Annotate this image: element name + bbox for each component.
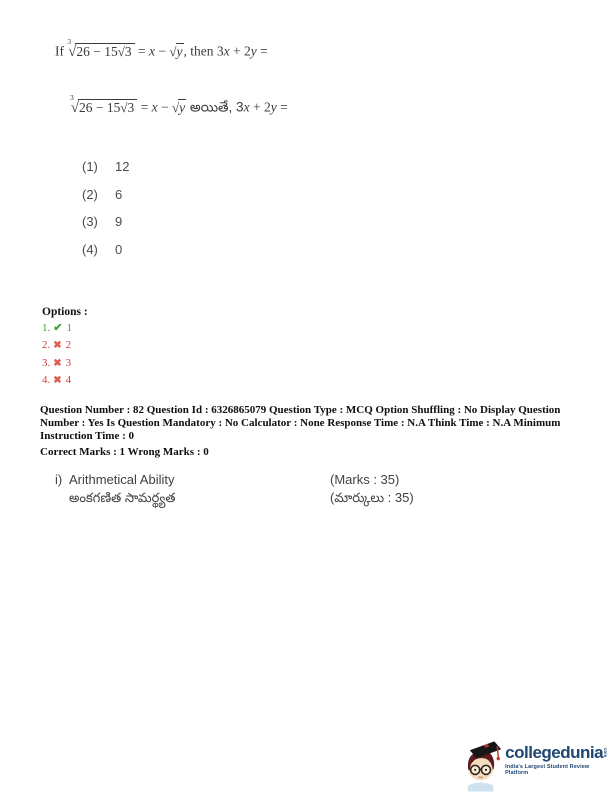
options-list: [82, 153, 129, 263]
section-title-english: Arithmetical Ability: [69, 472, 175, 487]
variable-x: x: [243, 99, 250, 115]
section-title-telugu: అంకగణిత సామర్థ్యత: [69, 489, 176, 505]
brand-suffix: com: [603, 748, 609, 758]
root-index: 3: [67, 37, 72, 46]
answer-key-number: 3.: [42, 356, 51, 369]
answer-key-option: 1: [66, 322, 72, 334]
section-marks-telugu: (మార్కులు : 35): [330, 489, 414, 505]
wrong-mark-icon: ✖: [53, 357, 62, 369]
radical-sign-icon: √: [120, 99, 128, 115]
sqrt-y-radical: [172, 100, 186, 115]
brand-tagline: India's Largest Student Review Platform: [505, 764, 590, 776]
variable-x: x: [151, 99, 158, 115]
section-index: i): [55, 472, 63, 487]
question-text-english: [55, 37, 268, 61]
question-prefix: If: [55, 43, 68, 59]
answer-key: [42, 305, 88, 389]
radical-sign-icon: √: [70, 100, 79, 116]
option-number: (1): [82, 159, 98, 174]
option-number: (4): [82, 241, 98, 257]
question-metadata-text: Question Number : 82 Question Id : 6326865079 Question Type : MCQ Option Shuffling : No Display Question Number : Yes Is Question Mandatory : No Calculator : None Response Time : N.A Think Time : N.A Minimum Instruction Time : 0: [40, 404, 561, 443]
minus-sign: −: [157, 99, 172, 115]
brand-row: [505, 744, 612, 762]
option-value: 0: [115, 241, 123, 257]
inner-square-root: [118, 44, 133, 59]
radical-sign-icon: √: [117, 43, 125, 59]
radicand-number: 26 − 15: [76, 43, 118, 59]
variable-x: x: [149, 43, 155, 59]
option-row-1: [82, 153, 129, 181]
correct-mark-icon: ✔: [53, 322, 63, 334]
answer-key-item-3: [42, 355, 88, 372]
variable-x: x: [223, 43, 230, 59]
equals-sign: =: [134, 43, 149, 59]
equals-sign: =: [256, 43, 268, 59]
option-row-2: [82, 181, 129, 209]
radical-sign-icon: √: [68, 44, 77, 60]
cube-root-radical: [70, 93, 137, 116]
collegedunia-mascot-icon: [458, 736, 503, 792]
wrong-mark-icon: ✖: [53, 340, 62, 352]
option-value: 6: [115, 186, 123, 202]
radicand: [75, 43, 134, 59]
section-title-english-row: [55, 471, 475, 489]
radicand-number: 26 − 15: [78, 99, 121, 115]
radicand-y: y: [179, 99, 186, 115]
collegedunia-logo: [458, 736, 612, 792]
section-marks-english: (Marks : 35): [330, 472, 400, 487]
answer-key-option: 3: [65, 356, 72, 369]
question-then-text: , then 3: [183, 43, 224, 59]
option-number: (2): [82, 186, 98, 202]
answer-key-item-1: [42, 320, 88, 337]
equals-sign: =: [276, 99, 288, 115]
answer-key-title: Options :: [42, 306, 88, 318]
section-title-telugu-row: [55, 489, 475, 507]
answer-key-item-4: [42, 372, 88, 389]
question-metadata: [40, 404, 577, 459]
minus-sign: −: [155, 43, 170, 59]
option-number: (3): [82, 214, 98, 229]
option-row-3: [82, 208, 129, 236]
option-value: 12: [115, 159, 130, 174]
radicand: [78, 99, 137, 115]
cube-root-radical: [67, 37, 134, 60]
radical-sign-icon: √: [169, 43, 177, 59]
root-index: 3: [70, 93, 74, 102]
answer-key-option: 4: [65, 373, 72, 386]
plus-sign: + 2: [249, 99, 271, 115]
answer-key-number: 1.: [42, 322, 51, 334]
variable-y: y: [250, 43, 257, 59]
answer-key-option: 2: [65, 339, 72, 352]
inner-radicand: 3: [124, 43, 132, 59]
radical-sign-icon: √: [172, 99, 180, 115]
section-heading: [55, 471, 475, 506]
equals-sign: =: [137, 99, 152, 115]
question-then-text-telugu: అయితే, 3: [186, 99, 244, 115]
sqrt-y-radical: [169, 44, 183, 59]
option-row-4: [82, 236, 129, 264]
option-value: 9: [115, 214, 123, 229]
radicand-y: y: [176, 43, 183, 59]
inner-square-root: [120, 100, 135, 115]
answer-key-item-2: [42, 337, 88, 354]
variable-y: y: [270, 99, 277, 115]
question-text-telugu: [70, 93, 288, 119]
logo-text-block: [505, 736, 612, 776]
marks-info-text: Correct Marks : 1 Wrong Marks : 0: [40, 446, 209, 459]
plus-sign: + 2: [229, 43, 251, 59]
wrong-mark-icon: ✖: [53, 374, 62, 386]
inner-radicand: 3: [127, 99, 135, 115]
brand-name: collegedunia: [505, 743, 604, 762]
answer-key-number: 2.: [42, 339, 51, 352]
answer-key-number: 4.: [42, 373, 51, 386]
